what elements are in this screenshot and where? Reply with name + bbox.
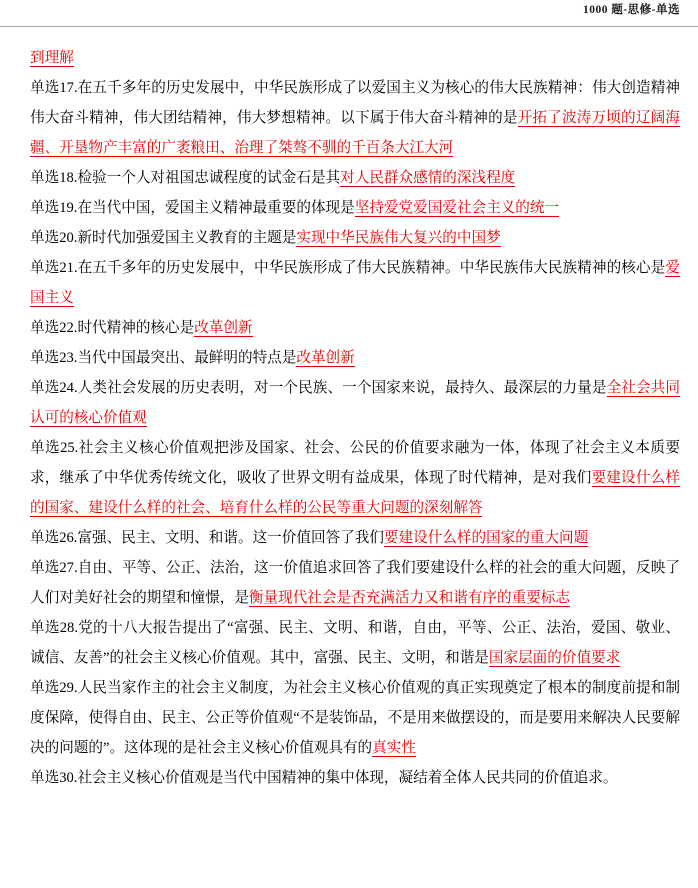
question-number: 单选21. [30,260,78,276]
question-prompt: 检验一个人对祖国忠诚程度的试金石是其 [77,170,341,186]
question-item [30,553,680,613]
question-item [30,313,680,343]
question-item [30,523,680,553]
question-item [30,223,680,253]
question-item [30,343,680,373]
orphan-answer-fragment [30,43,680,73]
question-number: 单选29. [30,680,78,696]
question-prompt: 时代精神的核心是 [77,320,195,336]
question-number: 单选23. [30,350,78,366]
question-prompt: 富强、民主、文明、和谐。这一价值回答了我们 [77,530,384,546]
answer-text: 要建设什么样的国家、建设什么样的社会、培育什么样的公民等重大问题的深刻解答 [30,470,680,516]
answer-text: 开拓了波涛万顷的辽阔海疆、开垦物产丰富的广袤粮田、治理了桀骜不驯的千百条大江大河 [30,110,680,156]
question-number: 单选30. [30,770,78,786]
question-number: 单选26. [30,530,78,546]
question-item [30,673,680,763]
question-number: 单选28. [30,620,79,636]
question-item [30,193,680,223]
page-header [0,0,698,26]
question-prompt: 人类社会发展的历史表明，对一个民族、一个国家来说，最持久、最深层的力量是 [77,380,607,396]
answer-text: 坚持爱党爱国爱社会主义的统一 [354,200,560,216]
question-number: 单选20. [30,230,78,246]
answer-text: 真实性 [372,740,416,756]
answer-text: 到理解 [30,50,74,66]
question-number: 单选19. [30,200,78,216]
answer-text: 实现中华民族伟大复兴的中国梦 [296,230,501,246]
question-number: 单选24. [30,380,78,396]
header-title: 1000 题-思修-单选 [582,4,680,16]
question-number: 单选27. [30,560,78,576]
question-item [30,613,680,673]
question-item [30,763,680,793]
answer-text: 国家层面的价值要求 [488,650,621,666]
question-prompt: 自由、平等、公正、法治，这一价值追求回答了我们要建设什么样的社会的重大问题，反映了人们对美好社会的期望和憧憬，是 [30,560,680,606]
question-prompt: 党的十八大报告提出了“富强、民主、文明、和谐，自由，平等、公正、法治，爱国、敬业、诚信、友善”的社会主义核心价值观。其中，富强、民主、文明，和谐是 [30,620,681,666]
question-item [30,433,680,523]
question-item [30,73,680,163]
question-item [30,253,680,313]
answer-text: 要建设什么样的国家的重大问题 [383,530,589,546]
question-prompt: 当代中国最突出、最鲜明的特点是 [77,350,297,366]
answer-text: 对人民群众感情的深浅程度 [340,170,516,186]
question-number: 单选17. [30,80,78,96]
answer-text: 爱国主义 [30,260,680,306]
answer-text: 改革创新 [296,350,355,366]
question-prompt: 社会主义核心价值观是当代中国精神的集中体现，凝结着全体人民共同的价值追求。 [77,770,618,786]
question-number: 单选25. [30,440,79,456]
question-prompt: 在当代中国，爱国主义精神最重要的体现是 [77,200,355,216]
answer-text: 衡量现代社会是否充满活力又和谐有序的重要标志 [248,590,570,606]
question-prompt: 社会主义核心价值观把涉及国家、社会、公民的价值要求融为一体，体现了社会主义本质要求，继承了中华优秀传统文化，吸收了世界文明有益成果，体现了时代精神，是对我们 [30,440,680,486]
answer-text: 全社会共同认可的核心价值观 [30,380,680,426]
question-number: 单选18. [30,170,78,186]
question-prompt: 新时代加强爱国主义教育的主题是 [77,230,297,246]
question-item [30,163,680,193]
question-item [30,373,680,433]
document-body [0,27,698,793]
question-prompt: 人民当家作主的社会主义制度，为社会主义核心价值观的真正实现奠定了根本的制度前提和制度保障，使得自由、民主、公正等价值观“不是装饰品，不是用来做摆设的，而是要用来解决人民要解决的问题的”。这体现的是社会主义核心价值观具有的 [30,680,680,756]
question-prompt: 在五千多年的历史发展中，中华民族形成了伟大民族精神。中华民族伟大民族精神的核心是 [77,260,666,276]
question-prompt: 在五千多年的历史发展中，中华民族形成了以爱国主义为核心的伟大民族精神：伟大创造精神伟大奋斗精神，伟大团结精神，伟大梦想精神。以下属于伟大奋斗精神的是 [30,80,680,126]
question-number: 单选22. [30,320,78,336]
answer-text: 改革创新 [194,320,253,336]
